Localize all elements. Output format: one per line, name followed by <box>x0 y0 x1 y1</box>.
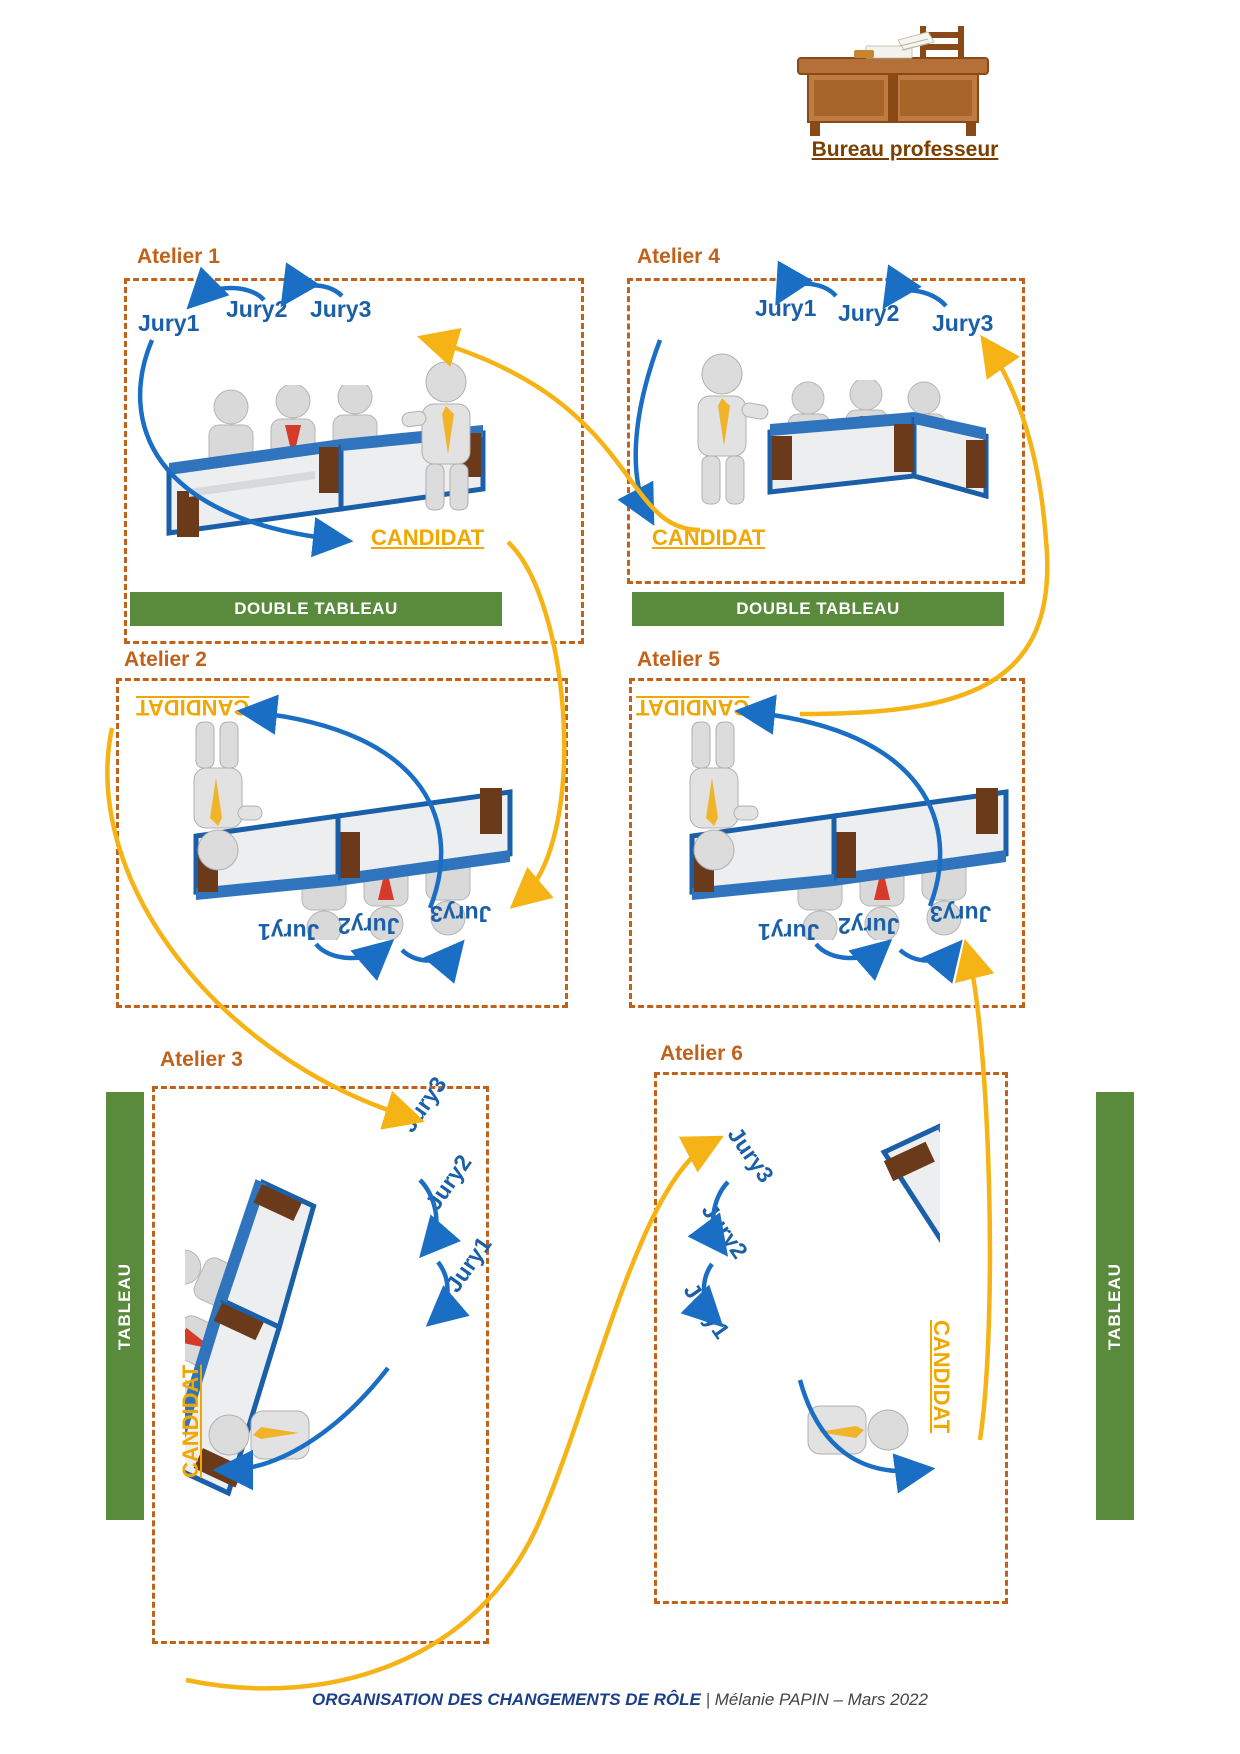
atelier-3-title: Atelier 3 <box>160 1048 243 1071</box>
atelier-2-jury1-label: Jury1 <box>258 919 320 945</box>
atelier-5-jury1-label: Jury1 <box>758 919 820 945</box>
atelier-1-jury1-label: Jury1 <box>138 310 200 336</box>
atelier-5-jury2-label: Jury2 <box>838 913 900 939</box>
banner-tableau-right-label: TABLEAU <box>1105 1262 1124 1350</box>
atelier-5-title: Atelier 5 <box>637 648 720 671</box>
teacher-desk-group <box>780 20 1030 170</box>
atelier-1-candidat-label: CANDIDAT <box>371 525 485 550</box>
atelier-2-jury2-label: Jury2 <box>338 913 400 939</box>
banner-double-tableau-left <box>130 592 502 626</box>
atelier-3-jury1-label: Jury1 <box>440 1231 497 1297</box>
person-figure-icon <box>400 360 495 515</box>
jury-table-icon <box>690 1110 940 1570</box>
atelier-6-candidat-label: CANDIDAT <box>929 1320 954 1434</box>
person-figure-icon <box>182 1380 342 1490</box>
atelier-3-candidat-label: CANDIDAT <box>178 1364 203 1478</box>
atelier-1-title: Atelier 1 <box>137 245 220 268</box>
atelier-2-title: Atelier 2 <box>124 648 207 671</box>
banner-tableau-left <box>106 1092 144 1520</box>
person-figure-icon <box>760 1370 940 1490</box>
atelier-4-candidat-label: CANDIDAT <box>652 525 766 550</box>
teacher-desk-icon <box>780 20 1030 140</box>
footer-separator: | <box>705 1690 710 1709</box>
atelier-5-jury3-label: Jury3 <box>930 901 992 927</box>
atelier-4-jury2-label: Jury2 <box>838 300 900 326</box>
atelier-4-title: Atelier 4 <box>637 245 720 268</box>
atelier-3-jury2-label: Jury2 <box>420 1149 477 1215</box>
teacher-desk-label: Bureau professeur <box>811 138 999 161</box>
atelier-6-jury2-label: Jury2 <box>696 1198 754 1264</box>
footer-title: ORGANISATION DES CHANGEMENTS DE RÔLE <box>312 1690 701 1709</box>
person-figure-icon <box>170 718 265 873</box>
atelier-3-jury3-label: Jury3 <box>395 1071 452 1137</box>
atelier-5-candidat-label: CANDIDAT <box>636 695 750 720</box>
atelier-1-jury2-label: Jury2 <box>226 296 288 322</box>
atelier-6-title: Atelier 6 <box>660 1042 743 1065</box>
atelier-2-candidat-label: CANDIDAT <box>136 695 250 720</box>
atelier-6-jury3-label: Jury3 <box>722 1122 780 1188</box>
banner-double-tableau-right <box>632 592 1004 626</box>
footer-author: Mélanie PAPIN – Mars 2022 <box>714 1690 928 1709</box>
banner-tableau-right <box>1096 1092 1134 1520</box>
person-figure-icon <box>666 718 761 873</box>
banner-double-tableau-left-label: DOUBLE TABLEAU <box>234 599 398 618</box>
atelier-2-jury3-label: Jury3 <box>430 901 492 927</box>
jury-table-icon <box>185 1130 435 1610</box>
atelier-4-jury1-label: Jury1 <box>755 295 817 321</box>
atelier-4-jury3-label: Jury3 <box>932 310 994 336</box>
banner-tableau-left-label: TABLEAU <box>115 1262 134 1350</box>
banner-double-tableau-right-label: DOUBLE TABLEAU <box>736 599 900 618</box>
footer <box>0 1690 1240 1710</box>
person-figure-icon <box>678 352 773 512</box>
atelier-1-jury3-label: Jury3 <box>310 296 372 322</box>
atelier-6-jury1-label: Jury1 <box>678 1278 736 1344</box>
